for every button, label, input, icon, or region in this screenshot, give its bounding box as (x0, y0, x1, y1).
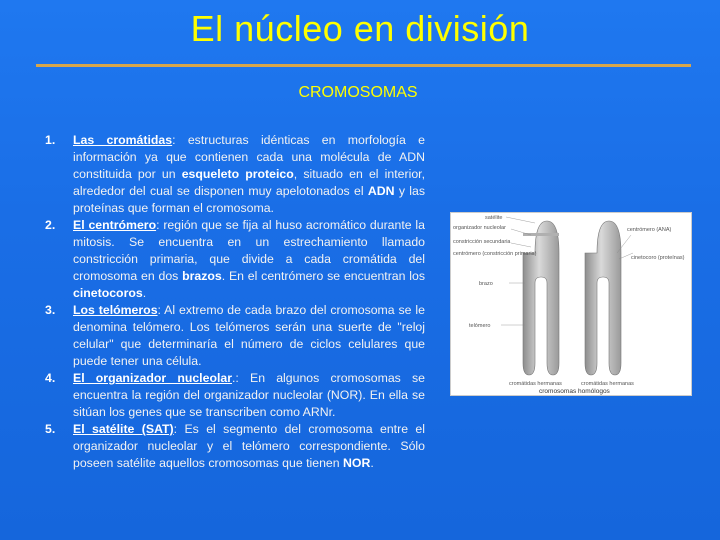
term: Las cromátidas (73, 133, 173, 147)
list-number: 5. (45, 422, 56, 436)
label-nucleolar-organizer: organizador nucleolar (453, 225, 506, 231)
section-subtitle (0, 84, 720, 102)
text: . En el centrómero se encuentran los (221, 269, 425, 283)
chromosome-right (585, 221, 621, 375)
text: : estructuras idénticas en morfología e información ya que contienen cada una molécula de ADN constituida por un (73, 133, 425, 181)
slide-title: El núcleo en división (190, 8, 530, 49)
chromosome-diagram (450, 212, 692, 396)
label-sister-chromatids-left: cromátidas hermanas (509, 381, 562, 387)
term: El centrómero (73, 218, 157, 232)
text: y las proteínas que forman el cromosoma. (73, 184, 425, 215)
label-centromere-right: centrómero (ANA) (627, 227, 672, 233)
label-kinetochore: cinetocoro (proteínas) (631, 255, 685, 261)
list-number: 3. (45, 303, 56, 317)
text: : Es el segmento del cromosoma entre el organizador nucleolar y el telómero correspondiente. Sólo poseen satélite aquellos cromosomas que tienen (73, 422, 425, 470)
list-number: 4. (45, 371, 56, 385)
chromosome-parts-list (45, 132, 425, 472)
figure-caption: cromosomas homólogos (539, 388, 610, 395)
label-sister-chromatids-right: cromátidas hermanas (581, 381, 634, 387)
text: . (370, 456, 374, 470)
term: esqueleto proteico (181, 167, 294, 181)
term: ADN (367, 184, 395, 198)
term: Los telómeros (73, 303, 158, 317)
list-item (45, 302, 425, 370)
list-number: 2. (45, 218, 56, 232)
list-item (45, 421, 425, 472)
term: brazos (182, 269, 222, 283)
text: : Al extremo de cada brazo del cromosoma se le denomina telómero. Los telómeros serán una suerte de "reloj celular" que determinaría el número de ciclos celulares que puede tener una célula. (73, 303, 425, 368)
label-telomere: telómero (469, 323, 491, 329)
text: , situado en el interior, alrededor del cual se disponen muy apelotonados el (73, 167, 425, 198)
text: .: En algunos cromosomas se encuentra la región del organizador nucleolar (NOR). En ella se sitúan los genes que se transcriben como ARNr. (73, 371, 425, 419)
list-item (45, 370, 425, 421)
label-satellite: satélite (485, 215, 503, 221)
text: . (142, 286, 147, 300)
section-subtitle-text: CROMOSOMAS (298, 84, 418, 101)
term: El satélite (SAT) (73, 422, 174, 436)
term: El organizador nucleolar (73, 371, 232, 385)
title-divider (36, 64, 691, 67)
text: : región que se fija al huso acromático durante la mitosis. Se encuentra en un estrechamiento llamado constricción primaria, que divide a cada cromátida del cromosoma en dos (73, 218, 425, 283)
chromosome-illustration (451, 213, 691, 395)
list-item (45, 132, 425, 217)
label-arm: brazo (479, 281, 493, 287)
term: cinetocoros (73, 286, 143, 300)
list-item (45, 217, 425, 302)
term: NOR (343, 456, 371, 470)
chromosome-left (523, 221, 559, 375)
list-number: 1. (45, 133, 56, 147)
label-centromere: centrómero (constricción primaria) (453, 251, 537, 257)
label-secondary-constriction: constricción secundaria (453, 239, 511, 245)
